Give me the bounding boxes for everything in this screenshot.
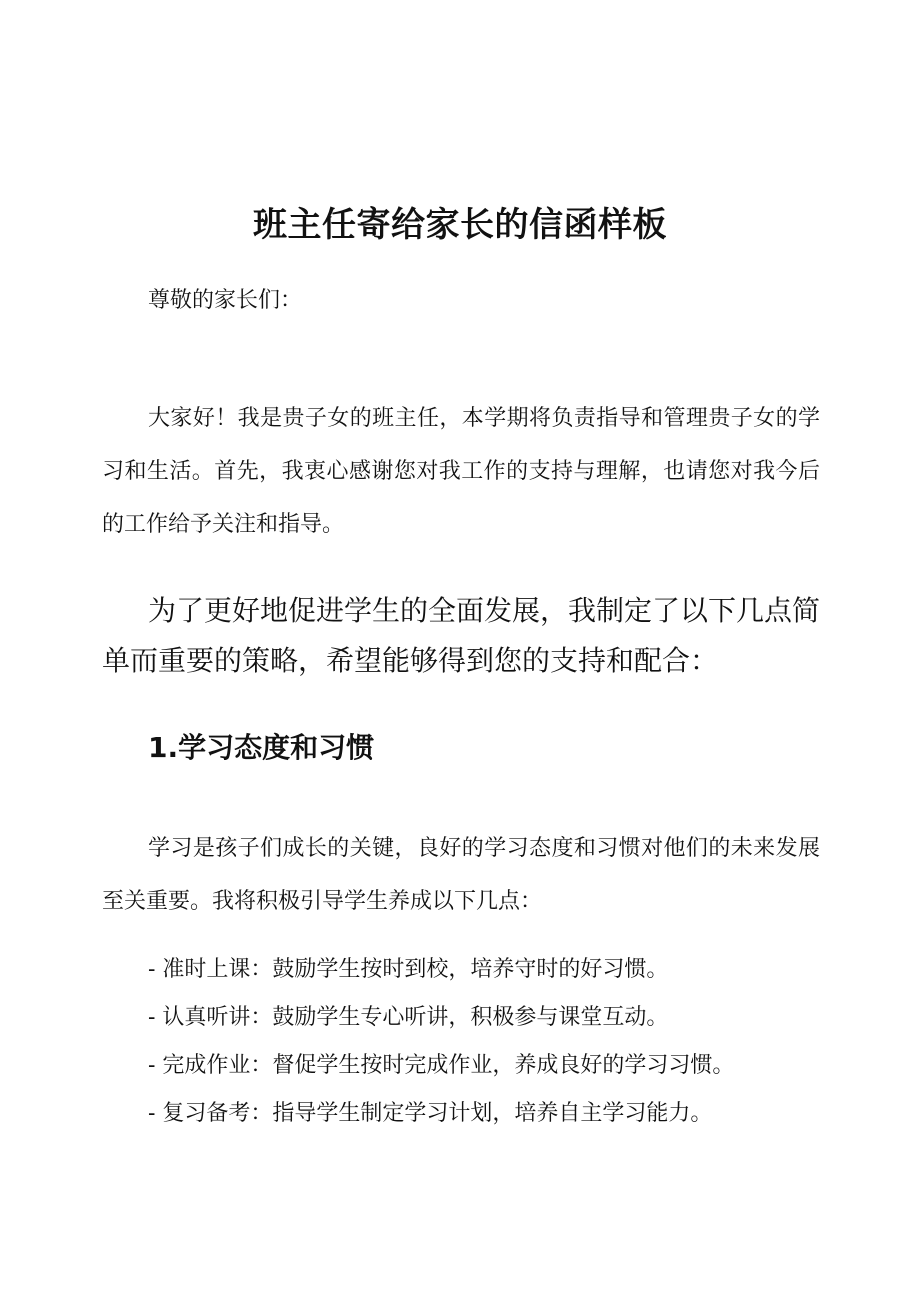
salutation: 尊敬的家长们： [148,288,303,313]
list-item: - 复习备考：指导学生制定学习计划，培养自主学习能力。 [148,1101,713,1126]
list-item: - 完成作业：督促学生按时完成作业，养成良好的学习习惯。 [148,1053,735,1078]
list-item: - 准时上课：鼓励学生按时到校，培养守时的好习惯。 [148,957,669,982]
list-item: - 认真听讲：鼓励学生专心听讲，积极参与课堂互动。 [148,1005,669,1030]
page-title: 班主任寄给家长的信函样板 [253,204,667,245]
habit-list [148,946,734,1138]
section-heading: 1.学习态度和习惯 [148,731,375,765]
section-paragraph: 学习是孩子们成长的关键，良好的学习态度和习惯对他们的未来发展至关重要。我将积极引导学生养成以下几点： [102,836,820,914]
intro-paragraph: 大家好！我是贵子女的班主任，本学期将负责指导和管理贵子女的学习和生活。首先，我衷心感谢您对我工作的支持与理解，也请您对我今后的工作给予关注和指导。 [102,406,820,537]
strategy-paragraph: 为了更好地促进学生的全面发展，我制定了以下几点简单而重要的策略，希望能够得到您的支持和配合： [102,594,821,677]
